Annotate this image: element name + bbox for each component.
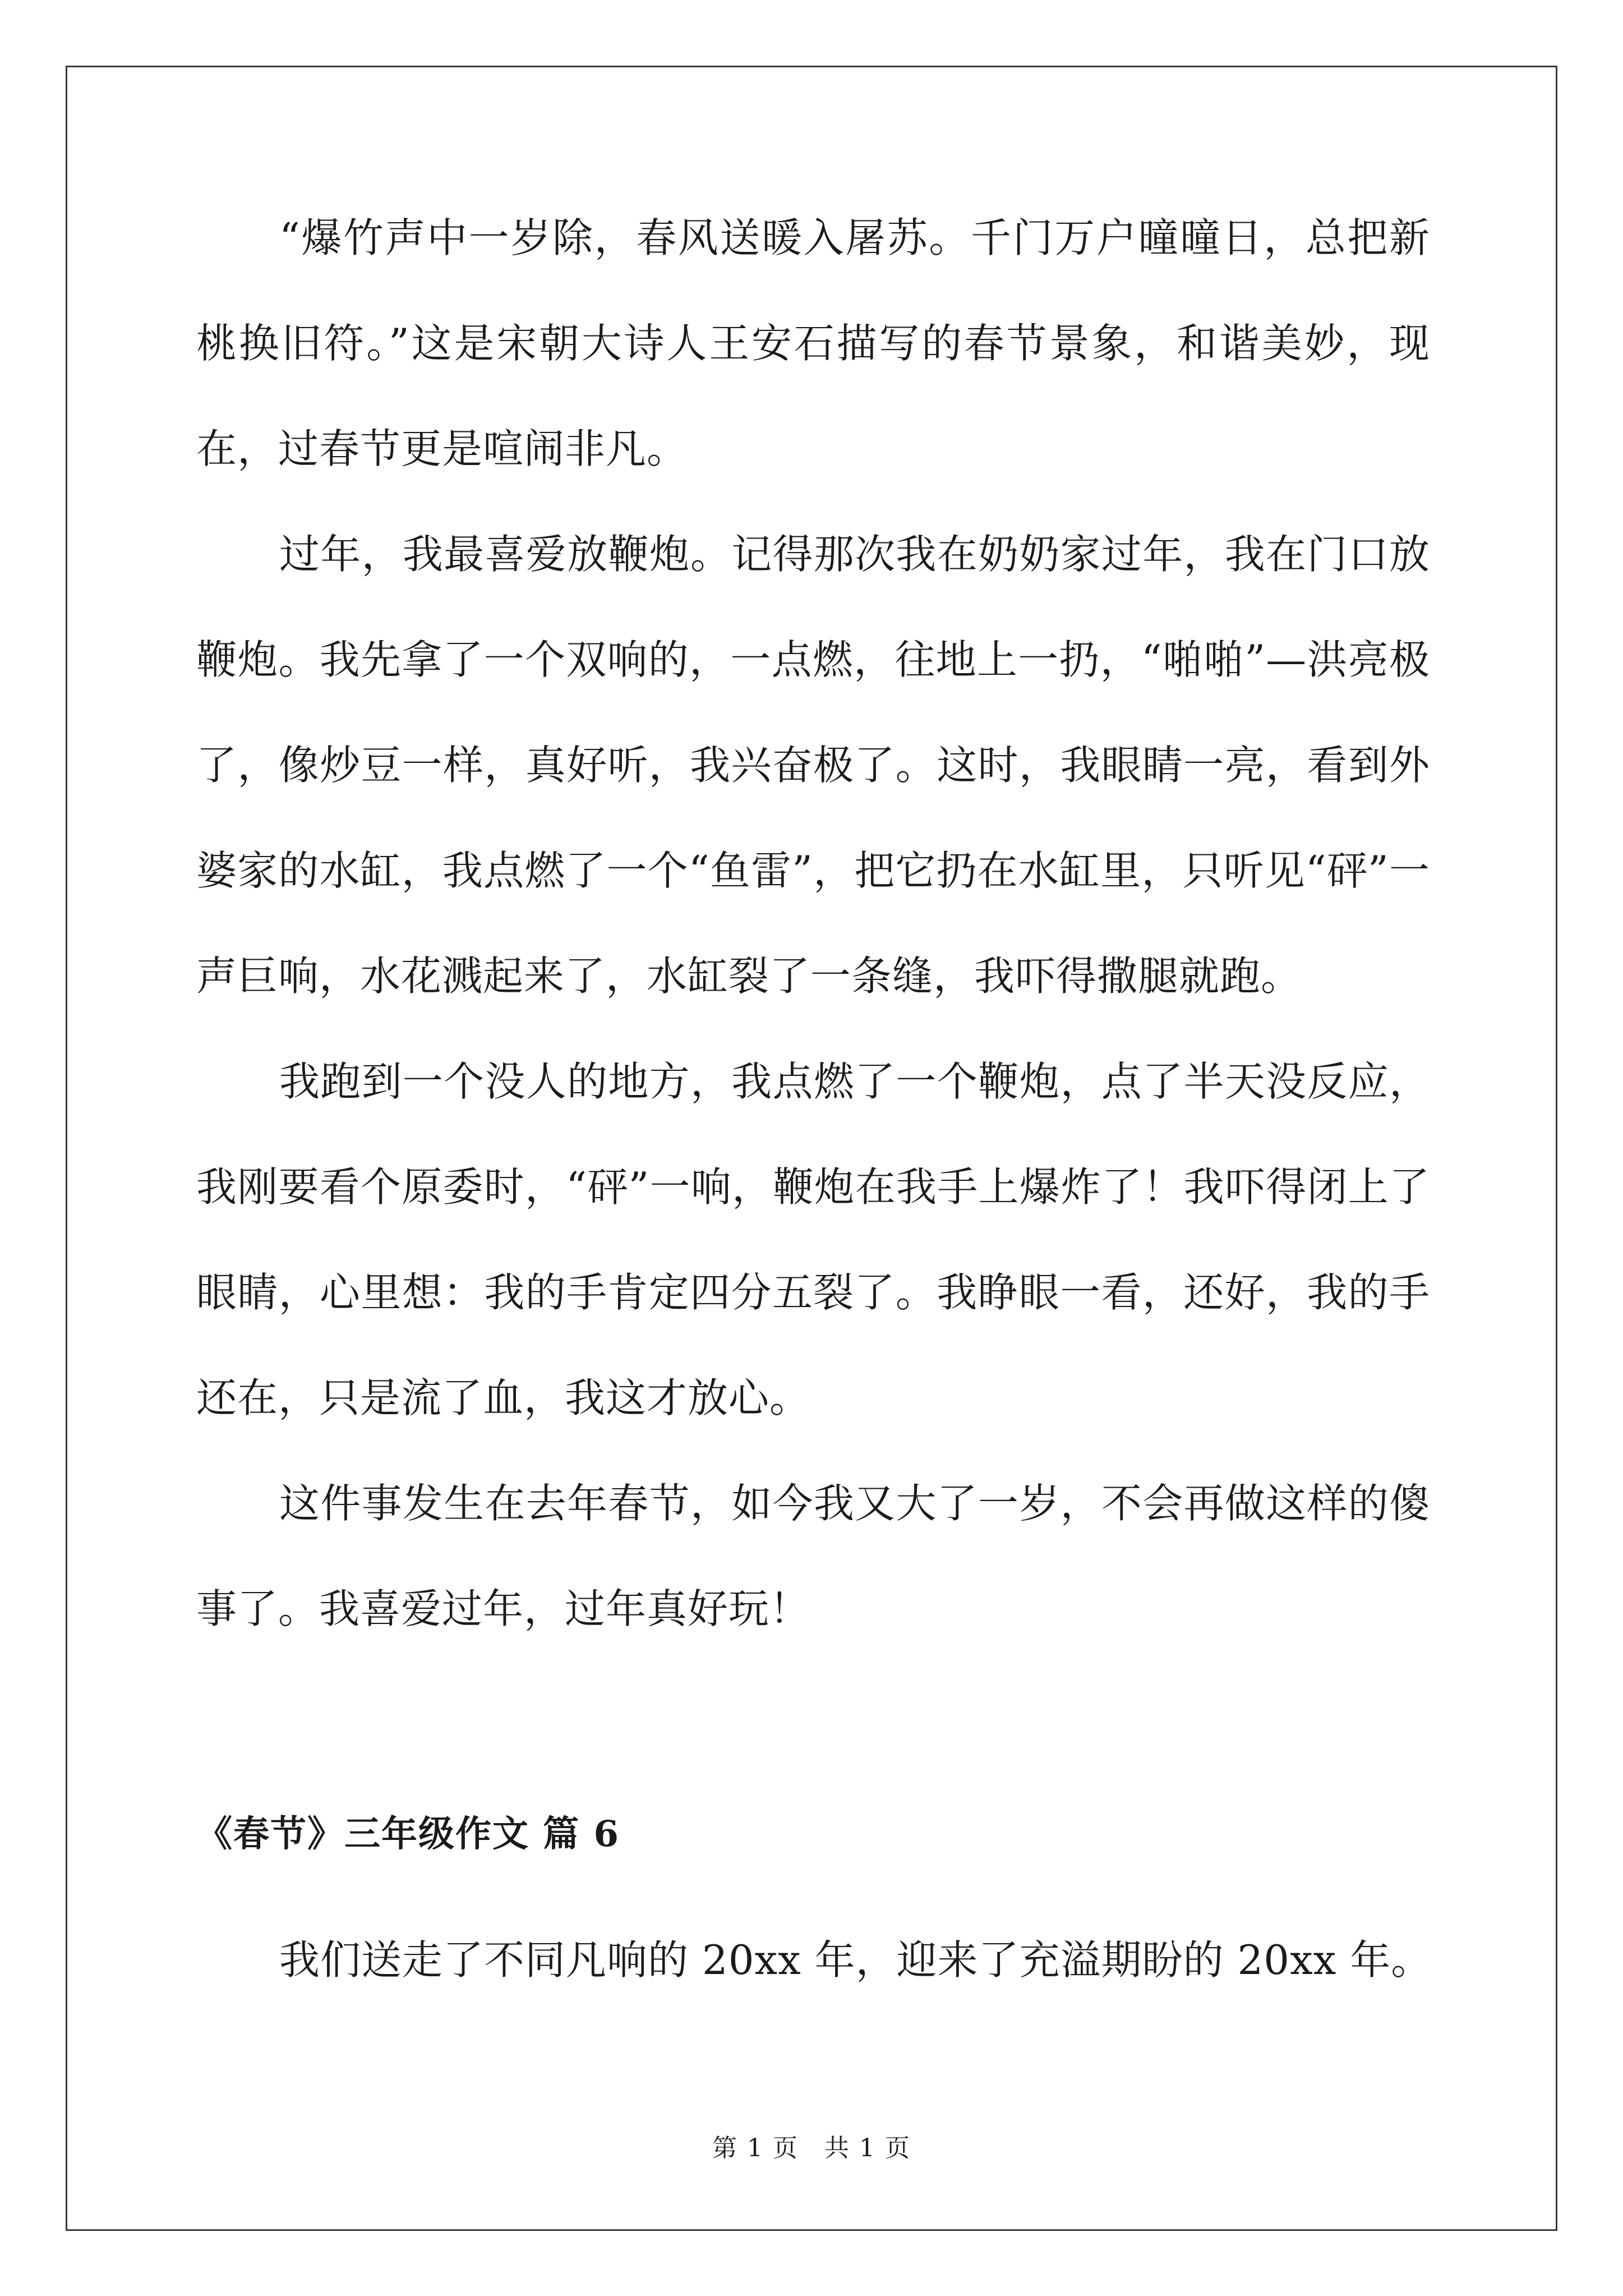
page-footer: 第 1 页 共 1 页 (712, 2134, 911, 2162)
section-heading: 《春节》三年级作文 篇 6 (196, 1813, 620, 1855)
document-body (196, 185, 1430, 1662)
paragraph: 过年，我最喜爱放鞭炮。记得那次我在奶奶家过年，我在门口放鞭炮。我先拿了一个双响的，一点燃，往地上一扔，“啪啪”—洪亮极了，像炒豆一样，真好听，我兴奋极了。这时，我眼睛一亮，看到外婆家的水缸，我点燃了一个“鱼雷”，把它扔在水缸里，只听见“砰”一声巨响，水花溅起来了，水缸裂了一条缝，我吓得撒腿就跑。 (196, 531, 1430, 1000)
paragraph: 我们送走了不同凡响的 20xx 年，迎来了充溢期盼的 20xx 年。 (279, 1936, 1432, 1984)
paragraph: 这件事发生在去年春节，如今我又大了一岁，不会再做这样的傻事了。我喜爱过年，过年真好玩！ (196, 1480, 1430, 1632)
paragraph: “爆竹声中一岁除，春风送暖入屠苏。千门万户曈曈日，总把新桃换旧符。”这是宋朝大诗人王安石描写的春节景象，和谐美妙，现在，过春节更是喧闹非凡。 (196, 214, 1430, 472)
paragraph: 我跑到一个没人的地方，我点燃了一个鞭炮，点了半天没反应，我刚要看个原委时，“砰”一响，鞭炮在我手上爆炸了！我吓得闭上了眼睛，心里想：我的手肯定四分五裂了。我睁眼一看，还好，我的手还在，只是流了血，我这才放心。 (196, 1058, 1430, 1421)
